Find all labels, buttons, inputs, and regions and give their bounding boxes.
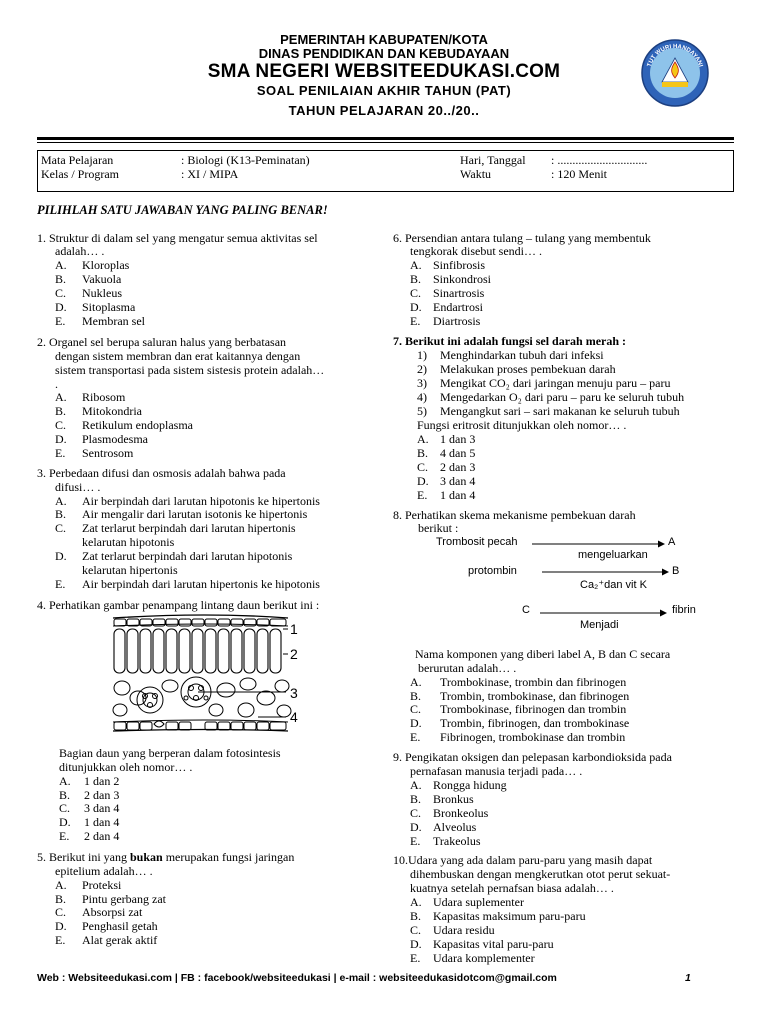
q9-option-text: Alveolus — [433, 820, 477, 834]
header-divider-thin — [37, 142, 734, 143]
q10-option-letter: D. — [410, 937, 422, 951]
q3-option-text: Air mengalir dari larutan isotonis ke hipertonis — [82, 507, 308, 521]
q7-title: 7. Berikut ini adalah fungsi sel darah merah : — [393, 334, 627, 348]
scheme-label-c: C — [522, 604, 530, 616]
q2-line: sistem transportasi pada sistem sistesis protein adalah… — [55, 363, 325, 377]
q6-line: tengkorak disebut sendi… . — [410, 244, 542, 258]
q2-option-letter: C. — [55, 418, 67, 432]
q5-option-text: Penghasil getah — [82, 919, 158, 933]
time-value: : 120 Menit — [551, 167, 607, 181]
q7-item-text: Mengangkut sari – sari makanan ke seluruh tubuh — [440, 404, 680, 418]
q7-option-text: 2 dan 3 — [440, 460, 476, 474]
q2-option-letter: A. — [55, 390, 67, 404]
school-name: SMA NEGERI WEBSITEEDUKASI.COM — [207, 61, 561, 82]
scheme-arrows — [530, 540, 670, 620]
q6-option-letter: A. — [410, 258, 422, 272]
q3-option-letter: E. — [55, 577, 66, 591]
q3-option-text: Air berpindah dari larutan hipotonis ke hipertonis — [82, 494, 320, 508]
svg-text:TUT WURI HANDAYANI: TUT WURI HANDAYANI — [646, 43, 704, 68]
scheme-label-a: A — [668, 536, 676, 548]
q8-option-letter: B. — [410, 689, 422, 703]
q5-option-letter: B. — [55, 892, 67, 906]
q1-option-letter: D. — [55, 300, 67, 314]
q7-option-letter: D. — [417, 474, 429, 488]
instruction-text: PILIHLAH SATU JAWABAN YANG PALING BENAR! — [37, 203, 328, 217]
q9-option-letter: E. — [410, 834, 421, 848]
time-label: Waktu — [460, 167, 492, 181]
leaf-cross-section-figure — [108, 614, 308, 738]
q2-option-letter: B. — [55, 404, 67, 418]
q3-option-text: kelarutan hipotonis — [82, 535, 175, 549]
q7-item-num: 3) — [417, 376, 427, 390]
q9-option-letter: B. — [410, 792, 422, 806]
q5-option-text: Pintu gerbang zat — [82, 892, 166, 906]
scheme-fibrin: fibrin — [672, 604, 696, 616]
q7-option-text: 1 dan 4 — [440, 488, 476, 502]
q4-option-text: 1 dan 2 — [84, 774, 120, 788]
q10-option-text: Udara suplementer — [433, 895, 524, 909]
q4-option-letter: C. — [59, 801, 71, 815]
q8-option-letter: E. — [410, 730, 421, 744]
q4-option-text: 3 dan 4 — [84, 801, 120, 815]
q5-line: 5. Berikut ini yang bukan merupakan fungsi jaringan — [37, 850, 295, 864]
q8-option-text: Trombin, trombokinase, dan fibrinogen — [440, 689, 630, 703]
subject-value: : Biologi (K13-Peminatan) — [181, 153, 310, 167]
q9-option-text: Trakeolus — [433, 834, 481, 848]
q6-option-text: Sinkondrosi — [433, 272, 492, 286]
q10-line: kuatnya setelah pernafsan biasa adalah… . — [410, 881, 614, 895]
q5-line: epitelium adalah… . — [55, 864, 153, 878]
q10-option-text: Kapasitas maksimum paru-paru — [433, 909, 586, 923]
q8-after-line: Nama komponen yang diberi label A, B dan C secara — [415, 647, 671, 661]
q6-option-letter: C. — [410, 286, 422, 300]
header-divider-thick — [37, 137, 734, 140]
q7-item-num: 1) — [417, 348, 427, 362]
q9-line: 9. Pengikatan oksigen dan pelepasan karbondioksida pada — [393, 750, 672, 764]
q6-line: 6. Persendian antara tulang – tulang yang membentuk — [393, 231, 651, 245]
q7-item-text: Mengedarkan O₂ dari paru – paru ke seluruh tubuh — [440, 390, 685, 404]
q6-option-text: Endartrosi — [433, 300, 483, 314]
q1-line: 1. Struktur di dalam sel yang mengatur semua aktivitas sel — [37, 231, 318, 245]
q6-option-letter: D. — [410, 300, 422, 314]
q5-option-letter: E. — [55, 933, 66, 947]
q3-option-letter: C. — [55, 521, 67, 535]
q8-option-text: Trombokinase, fibrinogen dan trombin — [440, 702, 627, 716]
q7-after: Fungsi eritrosit ditunjukkan oleh nomor… . — [417, 418, 627, 432]
q8-option-text: Trombokinase, trombin dan fibrinogen — [440, 675, 627, 689]
q8-option-letter: A. — [410, 675, 422, 689]
q1-option-text: Vakuola — [82, 272, 122, 286]
academic-year: TAHUN PELAJARAN 20../20.. — [288, 103, 480, 118]
q4-option-letter: E. — [59, 829, 70, 843]
q5-option-letter: C. — [55, 905, 67, 919]
page-number: 1 — [685, 972, 691, 984]
q4-option-letter: B. — [59, 788, 71, 802]
q9-option-letter: D. — [410, 820, 422, 834]
q5-option-text: Proteksi — [82, 878, 122, 892]
q7-item-text: Melakukan proses pembekuan darah — [440, 362, 616, 376]
tut-wuri-handayani-logo — [640, 38, 710, 108]
q5-option-letter: A. — [55, 878, 67, 892]
q5-option-text: Alat gerak aktif — [82, 933, 158, 947]
date-value: : .............................. — [551, 153, 648, 167]
q5-option-letter: D. — [55, 919, 67, 933]
q6-option-text: Diartrosis — [433, 314, 481, 328]
q1-option-letter: A. — [55, 258, 67, 272]
q7-option-text: 4 dan 5 — [440, 446, 476, 460]
q7-option-letter: B. — [417, 446, 429, 460]
header-department: DINAS PENDIDIKAN DAN KEBUDAYAAN — [258, 46, 510, 61]
q4-after-line: ditunjukkan oleh nomor… . — [59, 760, 193, 774]
q2-option-text: Retikulum endoplasma — [82, 418, 193, 432]
scheme-mengeluarkan: mengeluarkan — [578, 549, 648, 561]
class-label: Kelas / Program — [41, 167, 119, 181]
q3-line: difusi… . — [55, 480, 101, 494]
q10-option-text: Udara komplementer — [433, 951, 535, 965]
q7-option-text: 3 dan 4 — [440, 474, 476, 488]
q9-option-text: Bronkus — [433, 792, 474, 806]
figure-label-2: 2 — [290, 646, 298, 662]
q2-option-text: Mitokondria — [82, 404, 142, 418]
q7-item-text: Mengikat CO₂ dari jaringan menuju paru – paru — [440, 376, 671, 390]
scheme-calcium: Ca₂⁺dan vit K — [580, 579, 647, 591]
q2-option-text: Plasmodesma — [82, 432, 148, 446]
date-label: Hari, Tanggal — [460, 153, 526, 167]
q9-option-text: Rongga hidung — [433, 778, 507, 792]
q3-option-text: Zat terlarut berpindah dari larutan hipotonis — [82, 549, 293, 563]
q10-line: 10.Udara yang ada dalam paru-paru yang masih dapat — [393, 853, 653, 867]
q7-item-num: 4) — [417, 390, 427, 404]
q2-option-text: Sentrosom — [82, 446, 134, 460]
q10-option-text: Kapasitas vital paru-paru — [433, 937, 554, 951]
q1-option-letter: E. — [55, 314, 66, 328]
q7-option-letter: E. — [417, 488, 428, 502]
q8-option-letter: C. — [410, 702, 422, 716]
q1-option-text: Nukleus — [82, 286, 122, 300]
q10-option-letter: A. — [410, 895, 422, 909]
q3-option-text: Zat terlarut berpindah dari larutan hipertonis — [82, 521, 296, 535]
scheme-trombosit: Trombosit pecah — [436, 536, 518, 548]
q4-line: 4. Perhatikan gambar penampang lintang daun berikut ini : — [37, 598, 320, 612]
figure-label-3: 3 — [290, 685, 298, 701]
q2-option-letter: D. — [55, 432, 67, 446]
q3-option-letter: A. — [55, 494, 67, 508]
footer-contact: Web : Websiteedukasi.com | FB : facebook/websiteedukasi | e-mail : websiteedukasidotcom@gmail.com — [37, 972, 557, 984]
q10-option-text: Udara residu — [433, 923, 495, 937]
q10-option-letter: E. — [410, 951, 421, 965]
header-government: PEMERINTAH KABUPATEN/KOTA — [280, 32, 488, 47]
q8-option-letter: D. — [410, 716, 422, 730]
q10-option-letter: C. — [410, 923, 422, 937]
q8-after-line: berurutan adalah… . — [418, 661, 517, 675]
q4-option-text: 2 dan 4 — [84, 829, 120, 843]
figure-label-1: 1 — [290, 621, 298, 637]
q1-option-letter: B. — [55, 272, 67, 286]
q8-option-text: Trombin, fibrinogen, dan trombokinase — [440, 716, 630, 730]
q2-line: 2. Organel sel berupa saluran halus yang berbatasan — [37, 335, 287, 349]
q4-option-letter: D. — [59, 815, 71, 829]
q1-line: adalah… . — [55, 244, 105, 258]
q8-line: berikut : — [418, 521, 459, 535]
q6-option-letter: E. — [410, 314, 421, 328]
q10-option-letter: B. — [410, 909, 422, 923]
scheme-protombin: protombin — [468, 565, 517, 577]
q1-option-text: Kloroplas — [82, 258, 130, 272]
q3-option-text: Air berpindah dari larutan hipertonis ke hipotonis — [82, 577, 320, 591]
q3-option-text: kelarutan hipertonis — [82, 563, 178, 577]
q9-option-text: Bronkeolus — [433, 806, 489, 820]
q4-option-letter: A. — [59, 774, 71, 788]
q6-option-text: Sinfibrosis — [433, 258, 486, 272]
q1-option-letter: C. — [55, 286, 67, 300]
q7-option-letter: A. — [417, 432, 429, 446]
scheme-menjadi: Menjadi — [580, 619, 619, 631]
q3-line: 3. Perbedaan difusi dan osmosis adalah bahwa pada — [37, 466, 286, 480]
q2-line: . — [55, 377, 58, 391]
q7-option-letter: C. — [417, 460, 429, 474]
q1-option-text: Sitoplasma — [82, 300, 136, 314]
q2-option-letter: E. — [55, 446, 66, 460]
q8-option-text: Fibrinogen, trombokinase dan trombin — [440, 730, 626, 744]
q3-option-letter: B. — [55, 507, 67, 521]
q9-option-letter: A. — [410, 778, 422, 792]
scheme-label-b: B — [672, 565, 680, 577]
q1-option-text: Membran sel — [82, 314, 145, 328]
q6-option-text: Sinartrosis — [433, 286, 485, 300]
exam-title: SOAL PENILAIAN AKHIR TAHUN (PAT) — [256, 83, 512, 98]
q7-item-text: Menghindarkan tubuh dari infeksi — [440, 348, 604, 362]
subject-label: Mata Pelajaran — [41, 153, 114, 167]
q9-line: pernafasan manusia terjadi pada… . — [410, 764, 583, 778]
q4-option-text: 2 dan 3 — [84, 788, 120, 802]
q9-option-letter: C. — [410, 806, 422, 820]
q7-option-text: 1 dan 3 — [440, 432, 476, 446]
q7-item-num: 5) — [417, 404, 427, 418]
q5-option-text: Absorpsi zat — [82, 905, 143, 919]
q6-option-letter: B. — [410, 272, 422, 286]
q2-line: dengan sistem membran dan erat kaitannya dengan — [55, 349, 301, 363]
q4-option-text: 1 dan 4 — [84, 815, 120, 829]
q8-line: 8. Perhatikan skema mekanisme pembekuan darah — [393, 508, 636, 522]
q2-option-text: Ribosom — [82, 390, 126, 404]
q3-option-letter: D. — [55, 549, 67, 563]
q4-after-line: Bagian daun yang berperan dalam fotosintesis — [59, 746, 281, 760]
q7-item-num: 2) — [417, 362, 427, 376]
q10-line: dihembuskan dengan mengkerutkan otot perut sekuat- — [410, 867, 671, 881]
figure-label-4: 4 — [290, 709, 298, 725]
class-value: : XI / MIPA — [181, 167, 239, 181]
